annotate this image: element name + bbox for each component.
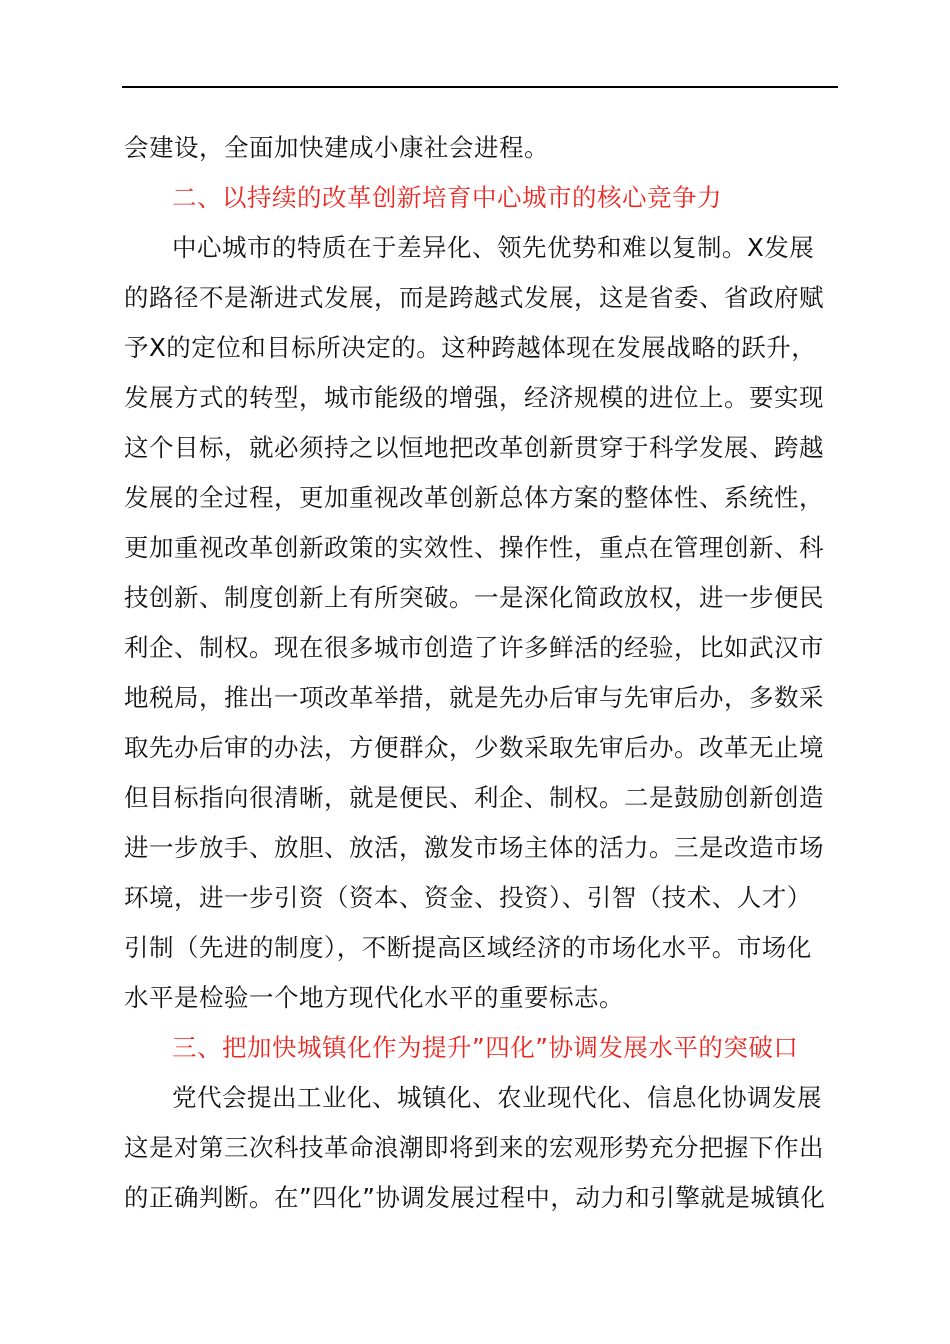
paragraph-start: 中心城市的特质在于差异化、领先优势和难以复制。X发展 <box>172 233 815 262</box>
text-line: 技创新、制度创新上有所突破。一是深化简政放权，进一步便民 <box>124 583 824 612</box>
text-line: 取先办后审的办法，方便群众，少数采取先审后办。改革无止境 <box>124 733 824 762</box>
paragraph-start: 党代会提出工业化、城镇化、农业现代化、信息化协调发展 <box>172 1083 822 1112</box>
text-line: 予X的定位和目标所决定的。这种跨越体现在发展战略的跃升， <box>124 333 817 362</box>
text-line: 的路径不是渐进式发展，而是跨越式发展，这是省委、省政府赋 <box>124 283 824 312</box>
text-line: 这个目标，就必须持之以恒地把改革创新贯穿于科学发展、跨越 <box>124 433 824 462</box>
text-line: 发展的全过程，更加重视改革创新总体方案的整体性、系统性， <box>124 483 824 512</box>
text-line: 进一步放手、放胆、放活，激发市场主体的活力。三是改造市场 <box>124 833 824 862</box>
text-line: 引制（先进的制度），不断提高区域经济的市场化水平。市场化 <box>124 933 812 962</box>
header-rule <box>122 86 838 88</box>
text-line: 会建设，全面加快建成小康社会进程。 <box>124 133 549 162</box>
text-line: 这是对第三次科技革命浪潮即将到来的宏观形势充分把握下作出 <box>124 1133 824 1162</box>
text-line: 更加重视改革创新政策的实效性、操作性，重点在管理创新、科 <box>124 533 824 562</box>
text-line: 的正确判断。在”四化”协调发展过程中，动力和引擎就是城镇化 <box>124 1183 826 1212</box>
text-line: 但目标指向很清晰，就是便民、利企、制权。二是鼓励创新创造 <box>124 783 824 812</box>
text-line: 水平是检验一个地方现代化水平的重要标志。 <box>124 983 624 1012</box>
text-line: 发展方式的转型，城市能级的增强，经济规模的进位上。要实现 <box>124 383 824 412</box>
text-line: 地税局，推出一项改革举措，就是先办后审与先审后办，多数采 <box>124 683 824 712</box>
section-heading-3: 三、把加快城镇化作为提升”四化”协调发展水平的突破口 <box>172 1033 799 1062</box>
text-line: 环境，进一步引资（资本、资金、投资）、引智（技术、人才） <box>124 883 812 912</box>
text-line: 利企、制权。现在很多城市创造了许多鲜活的经验，比如武汉市 <box>124 633 824 662</box>
section-heading-2: 二、以持续的改革创新培育中心城市的核心竞争力 <box>172 183 722 212</box>
